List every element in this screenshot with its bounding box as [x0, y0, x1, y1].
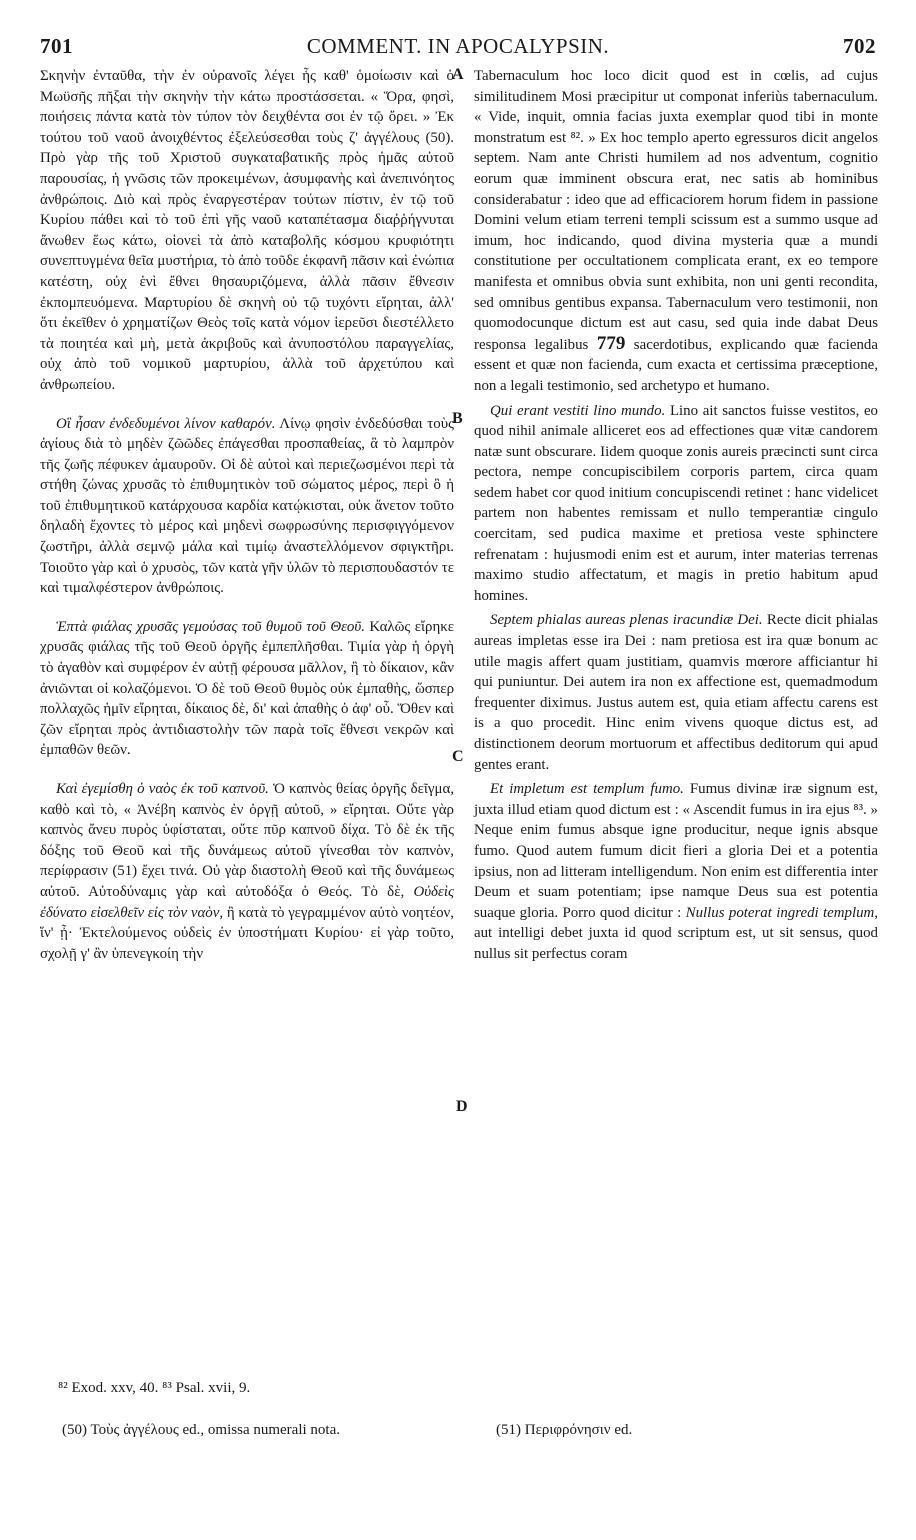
greek-text-2: Λίνῳ φησὶν ἐνδεδύσθαι τοὺς ἁγίους διὰ τὸ μηδὲν ζῶῶδες ἐπάγεσθαι προσπαθείας, ἃ τὸ λαμπρὸν τῆς ζωῆς πέφυκεν ἀμαυροῦν. Οἱ δὲ αὐτοὶ καὶ περιεζωσμένοι περὶ τὰ στήθη ζώνας χρυσᾶς τὸ ἐπιθυμητικὸν τοῦ σώματος μέρος, περὶ ὃ ἡ τοῦ ἐπιθυμητικοῦ κατάρχουσα καρδία κατῴκισται, οὐκ ἄνετον τοῦτο δηλαδὴ ἔχοντες τὸ μέρος καὶ μηδενὶ σωφρωσύνης περισφιγγόμενον ζωστῆρι, ἀλλὰ σεμνῷ μάλα καὶ τιμίῳ ἀναστελλόμενον σφιγκτῆρι. Τοιοῦτο γὰρ καὶ ὁ χρυσὸς, τῶν κατὰ γῆν ὑλῶν τὸ περισπουδαστόν τε καὶ τιμαλφέστερον ἀνθρώποις.	[40, 415, 454, 597]
greek-lemma-2: Οἳ ἦσαν ἐνδεδυμένοι λίνον καθαρόν.	[56, 415, 276, 432]
latin-paragraph-3	[474, 610, 878, 775]
greek-paragraph-1: Σκηνὴν ἐνταῦθα, τὴν ἐν οὐρανοῖς λέγει ἧς καθ' ὁμοίωσιν καὶ ὁ Μωϋσῆς πῆξαι τὴν σκηνὴν τὴν κάτω προστάσσεται. « Ὅρα, φησὶ, ποιήσεις πάντα κατὰ τὸν τύπον τὸν δειχθέντα σοι ἐν τῷ ὄρει. » Ἐκ τούτου τοῦ ναοῦ ἀνοιχθέντος ἐξελεύσεσθαι τοὺς ζ' ἀγγέλους (50). Πρὸ γὰρ τῆς τοῦ Χριστοῦ συγκαταβατικῆς πρὸς ἡμᾶς αὐτοῦ παρουσίας, ἡ γνῶσις τῶν προκειμένων, ἀσυμφανὴς καὶ ἀνεπινόητος ἀνθρώποις. Διὸ καὶ πρὸς ἐναργεστέραν τούτων πίστιν, ἐν τῷ τοῦ Κυρίου πάθει καὶ τὸ τοῦ ἐπὶ γῆς ναοῦ καταπέτασμα διαῤῥήγνυται ἄνωθεν ἕως κάτω, οἱονεὶ τὰ ἀπὸ καταβολῆς κόσμου κρυφιότητι συνεπτυγμένα θεῖα μυστήρια, τὸ ἀπὸ τοῦδε ἐκφανῆ πᾶσιν καὶ ἐνώπια κατέστη, οὐχ ἑνὶ ἔθνει θησαυριζόμενα, ἀλλὰ πᾶσιν ἔθνεσιν ἐκπομπευόμενα. Μαρτυρίου δὲ σκηνὴ οὐ τῷ τυχόντι εἴρηται, ἀλλ' ὅτι ἐκεῖθεν ὁ χρηματίζων Θεὸς τοῖς κατὰ νόμον ἱερεῦσι διεστέλλετο τὰ ποιητέα καὶ μὴ, μετὰ ἀκριβοῦς καὶ ἀνυποστόλου παραγγελίας, οὐχ ἀπὸ τοῦ νομικοῦ μαρτυρίου, ἀλλὰ τοῦ ἀρχετύπου καὶ ἀνθρωπείου.	[40, 68, 454, 393]
margin-marker-b: B	[452, 410, 463, 427]
greek-paragraph-4	[40, 779, 454, 964]
latin-text-2: Lino ait sanctos fuisse vestitos, eo quod nihil animale alliceret eos ad effectiones quæ vitæ candorem natæ sunt obscurare. Iidem quoque zonis aureis præcincti sunt circa pectora, nempe concupiscibilem corporis partem, circa quam sedem habet cor quod initium concupiscendi retinet : hanc videlicet partem non habentes remissam et nullo temperantiæ cingulo coercitam, sed pudica maxime et pretiosa veste sphinctere refrenatam : hujusmodi enim est et aurum, inter materias terrenas maximo studio affectatum, et magis in pretio habitum apud homines.	[474, 402, 878, 604]
latin-paragraph-4	[474, 779, 878, 964]
latin-text-1: Tabernaculum hoc loco dicit quod est in cœlis, ad cujus similitudinem Mosi præcipitur ut componat inferiùs tabernaculum. « Vide, inquit, omnia facias juxta exemplar quod tibi in monte monstratum est ⁸². » Ex hoc templo aperto egressuros dicit angelos septem. Nam ante Christi humilem ad nos adventum, cognitio eorum quæ imminent obscura erat, nec satis ab hominibus considerabatur : ideo que ad efficaciorem horum fidem in passione Domini velum etiam terreni templi scissum est a summo usque ad imum, hoc indicando, quod divina mysteria quæ a mundi constitutione per occultationem complicata erant, ex eo tempore manifesta et omnibus obvia sunt exhibita, non uni genti recondita, sed omnibus gentibus expansa. Tabernaculum vero testimonii, non quomodocunque dictum est aut casu, sed quia inde dabat Deus responsa legalibus	[474, 68, 878, 353]
latin-text-3: Recte dicit phialas aureas impletas esse ira Dei : nam pretiosa est ira quæ bonum ac utile magis affert quam justitiam, quamvis mœrore afficiantur hi qui puniuntur. Dei autem ira non ex affectione est, quemadmodum frequenter diximus. Justus autem est, quia etiam affectu carens est is a quo procedit. Hinc enim vivens quoque dictus est, ad distinctionem deorum mortuorum et affectibus deditorum qui apud gentes erant.	[474, 612, 878, 773]
greek-text-4: Ὁ καπνὸς θείας ὀργῆς δεῖγμα, καθὸ καὶ τὸ, « Ἀνέβη καπνὸς ἐν ὀργῇ αὐτοῦ, » εἴρηται. Οὔτε γὰρ καπνὸς ἄνευ πυρὸς ὑφίσταται, οὔτε πῦρ καπνοῦ δίχα. Τὸ δὲ ἐκ τῆς δόξης τοῦ Θεοῦ καὶ τῆς δυνάμεως αὐτοῦ γίνεσθαι τὸν καπνὸν, περίφρασιν (51) ἔχει τινά. Οὐ γὰρ διαστολὴ Θεοῦ καὶ τῆς δυνάμεως αὐτοῦ. Αὐτοδύναμις γὰρ καὶ αὐτοδόξα ὁ Θεός. Τὸ δὲ,	[40, 781, 454, 900]
latin-lemma-4: Et impletum est templum fumo.	[490, 781, 684, 798]
greek-paragraph-3	[40, 617, 454, 761]
scripture-footnotes: ⁸² Exod. xxv, 40. ⁸³ Psal. xvii, 9.	[58, 1380, 251, 1396]
latin-paragraph-2	[474, 401, 878, 607]
greek-text-4-end: ἢ κατὰ τὸ γεγραμμένον αὐτὸ νοητέον, ἵν' ᾖ· Ἐκτελούμενος οὐδεὶς ἐν ὑποστήματι Κυρίου· εἰ γὰρ τοῦτο, σχολῇ γ' ἂν ὑπενεγκοίη τὴν	[40, 904, 454, 962]
latin-text-4-end: aut intelligi debet juxta id quod scriptum est, ut sit sensus, quod nullus sit perfectus coram	[474, 925, 878, 962]
column-number: 779	[596, 332, 626, 354]
margin-marker-d: D	[456, 1098, 468, 1115]
greek-text-3: Καλῶς εἴρηκε χρυσᾶς φιάλας τῆς τοῦ Θεοῦ ὀργῆς ἐμπεπλῆσθαι. Τιμία γὰρ ἡ ὀργὴ τὸ ἀγαθὸν καὶ συμφέρον ἐν αὐτῇ φέρουσα μᾶλλον, ἢ τὸ δίκαιον, κἂν ἀνιῶνται οἱ κολαζόμενοι. Ὁ δὲ τοῦ Θεοῦ θυμὸς οὐκ ἐμπαθὴς, ὥσπερ πολλαχῶς ἡμῖν εἴρηται, δίκαιος δὲ, δι' καὶ ἀπαθὴς ὁ ἀφ' οὗ. Ὅθεν καὶ ζῶν εἴρηται πρὸς ἀντιδιαστολὴν τῶν παρὰ τοῖς ἔθνεσι νεκρῶν καὶ ἐμπαθῶν θεῶν.	[40, 618, 454, 759]
margin-marker-c: C	[452, 748, 464, 765]
greek-lemma-3: Ἑπτὰ φιάλας χρυσᾶς γεμούσας τοῦ θυμοῦ τοῦ Θεοῦ.	[56, 618, 365, 635]
latin-text-4: Fumus divinæ iræ signum est, juxta illud etiam quod dictum est : « Ascendit fumus in ira ejus ⁸³. » Neque enim fumus absque igne producitur, neque ignis absque fumo. Quod autem fumum dicit fieri a gloria Dei et a potentia ipsius, non ad litteram intelligendum. Non enim est differentia inter Deum et suam potentiam; ipse namque Deus sua est potentia suaque gloria. Porro quod dicitur :	[474, 781, 878, 921]
latin-column	[474, 66, 878, 965]
greek-lemma-4: Καὶ ἐγεμίσθη ὁ ναὸς ἐκ τοῦ καπνοῦ.	[56, 781, 269, 797]
footnote-51: (51) Περιφρόνησιν ed.	[496, 1422, 633, 1438]
latin-quote-4: Nullus poterat ingredi templum,	[681, 904, 879, 921]
right-page-number: 702	[843, 34, 876, 58]
running-header	[0, 34, 916, 60]
margin-marker-a: A	[452, 66, 464, 83]
running-title: COMMENT. IN APOCALYPSIN.	[306, 34, 610, 58]
latin-text-1-end: sacerdotibus, explicando quæ facienda essent et quæ non facienda, cum exacta et certissima præceptione, non a legali testimonio, sed archetypo et humano.	[474, 336, 878, 394]
greek-column	[40, 66, 454, 982]
latin-paragraph-1	[474, 66, 878, 397]
footnote-50: (50) Τοὺς ἀγγέλους ed., omissa numerali nota.	[62, 1422, 340, 1438]
greek-quote-4: Οὐδεὶς ἐδύνατο εἰσελθεῖν εἰς τὸν ναὸν,	[40, 883, 455, 921]
latin-lemma-3: Septem phialas aureas plenas iracundiæ Dei.	[490, 612, 763, 629]
left-page-number: 701	[40, 34, 73, 58]
greek-paragraph-2	[40, 414, 454, 599]
latin-lemma-2: Qui erant vestiti lino mundo.	[490, 402, 666, 419]
